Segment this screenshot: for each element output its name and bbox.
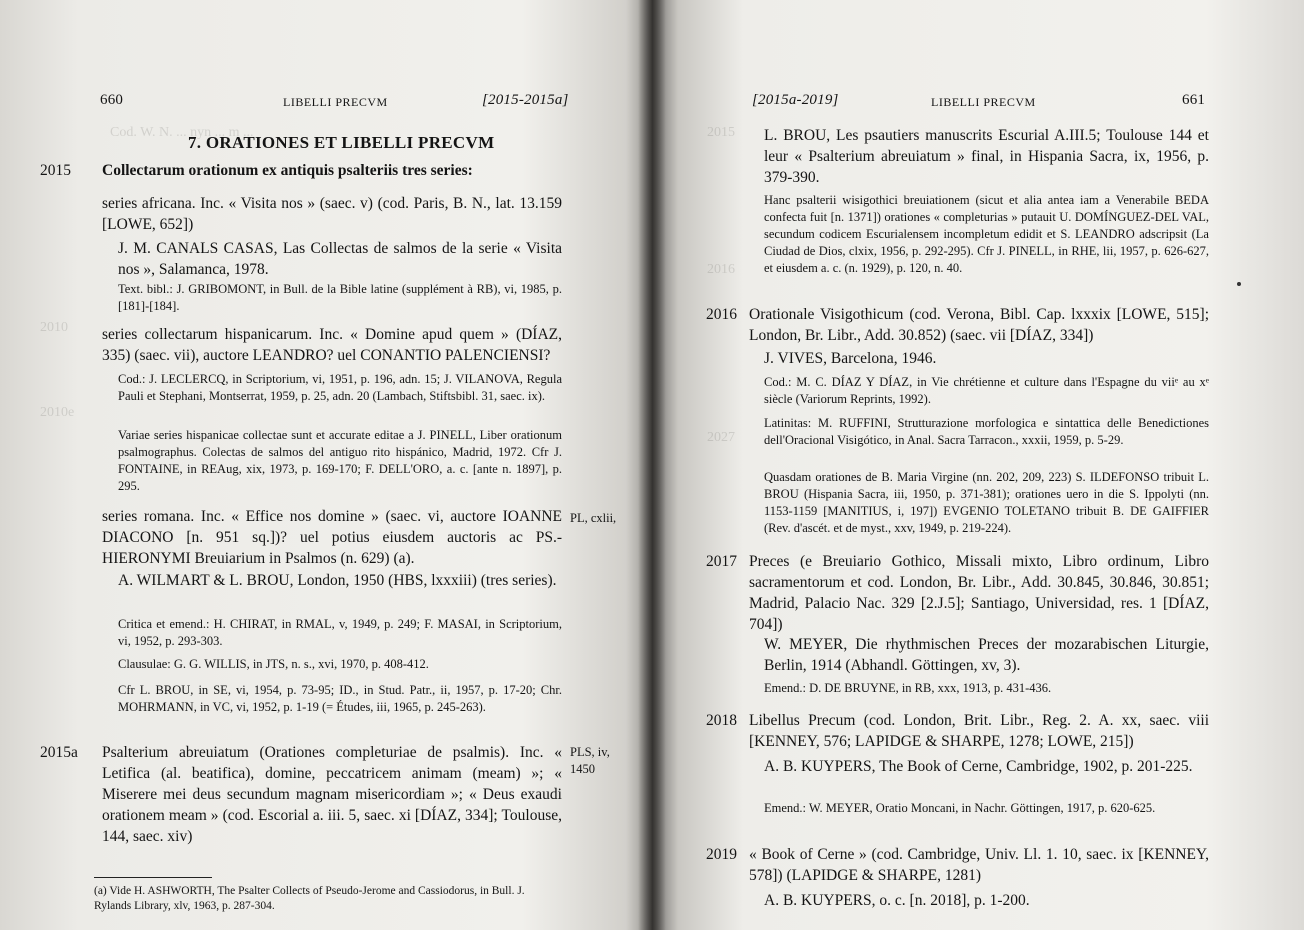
entry-number: 2018: [706, 712, 737, 729]
edition-reference: J. VIVES, Barcelona, 1946.: [764, 350, 937, 367]
bleed-through-number: 2016: [707, 262, 735, 277]
edition-reference: A. B. KUYPERS, The Book of Cerne, Cambridge, 1902, p. 201-225.: [764, 758, 1193, 775]
bleed-through-number: 2015: [707, 125, 735, 140]
edition-reference: W. MEYER, Die rhythmischen Preces der mozarabischen Liturgie, Berlin, 1914 (Abhandl. Göttingen, xv, 3).: [764, 636, 1209, 674]
footnote: (a) Vide H. ASHWORTH, The Psalter Collects of Pseudo-Jerome and Cassiodorus, in Bull. J. Rylands Library, xlv, 1963, p. 287-304.: [94, 885, 525, 912]
codices-note: Cod.: J. LECLERCQ, in Scriptorium, vi, 1951, p. 196, adn. 15; J. VILANOVA, Regula Pauli et Stephani, Montserrat, 1959, p. 25, adn. 20 (Lambach, Stiftsbibl. 31, saec. ix).: [118, 372, 562, 403]
latinitas-note: Latinitas: M. RUFFINI, Strutturazione morfologica e sintattica delle Benedictiones dell'Oracional Visigótico, in Anal. Sacra Tarracon., xxxii, 1959, p. 5-29.: [764, 416, 1209, 447]
book-of-cerne: « Book of Cerne » (cod. Cambridge, Univ. Ll. 1. 10, saec. ix [KENNEY, 578]) (LAPIDGE & SHARPE, 1281): [749, 846, 1209, 884]
preces-entry: Preces (e Breuiario Gothico, Missali mixto, Libro ordinum, Libro sacramentorum et cod. London, Br. Libr., Add. 30.845, 30.846, 30.851; Madrid, Palacio Nac. 329 [2.J.5]; Santiago, Universidad, res. 1 [DÍAZ, 704]): [749, 553, 1209, 633]
series-africana: series africana. Inc. « Visita nos » (saec. v) (cod. Paris, B. N., lat. 13.159 [LOWE, 652]): [102, 195, 562, 233]
series-romana: series romana. Inc. « Effice nos domine » (saec. vi, auctore IOANNE DIACONO [n. 951 sq.])? uel potius eiusdem auctoris ac PS.-HIERONYMI Breuiarium in Psalmos (n. 629) (a).: [102, 508, 562, 567]
page-number: 661: [1182, 92, 1206, 108]
variae-note: Variae series hispanicae collectae sunt et accurate editae a J. PINELL, Liber orationum psalmographus. Colectas de salmos del antiguo rito hispánico, Madrid, 1972. Cfr J. FONTAINE, in REAug, xix, 1973, p. 169-170; F. DELL'ORO, a. c. [ante n. 1897], p. 295.: [118, 428, 562, 493]
entry-number: 2015a: [40, 744, 78, 761]
section-title: 7. ORATIONES ET LIBELLI PRECVM: [188, 133, 495, 152]
page-number: 660: [100, 92, 124, 108]
emend-note: Emend.: W. MEYER, Oratio Moncani, in Nachr. Göttingen, 1917, p. 620-625.: [764, 801, 1156, 815]
breuiatio-note: Hanc psalterii wisigothici breuiationem (sicut et alia antea iam a Venerabile BEDA confecta fuit [n. 1371]) orationes « completurias » putauit U. DOMÍNGUEZ-DEL VAL, secundum codicem Escurialensem incompletum edidit et S. LEANDRO adscripsit (La Ciudad de Dios, clxix, 1956, p. 292-295). Cfr J. PINELL, in RHE, lii, 1957, p. 626-627, et eiusdem a. c. (n. 1929), p. 120, n. 40.: [764, 193, 1209, 275]
codices-note: Cod.: M. C. DÍAZ Y DÍAZ, in Vie chrétienne et culture dans l'Espagne du viiᵉ au xᵉ siècle (Variorum Reprints, 1992).: [764, 375, 1209, 406]
entry-number: 2015: [40, 162, 71, 179]
running-title: LIBELLI PRECVM: [283, 95, 388, 109]
right-page: [652, 0, 1304, 930]
running-title: LIBELLI PRECVM: [931, 95, 1036, 109]
entry-number: 2016: [706, 306, 737, 323]
bleed-through-text: Cod. W. N. ... nyn ... m ...: [110, 125, 254, 140]
clausulae-note: Clausulae: G. G. WILLIS, in JTS, n. s., xvi, 1970, p. 408-412.: [118, 657, 429, 671]
psalterium-abreuiatum: Psalterium abreuiatum (Orationes completuriae de psalmis). Inc. « Letifica (al. beatifica), domine, peccatricem animam (meam) »; « Miserere mei deus secundum magnam misericordiam »; « Deus exaudi orationem meam » (cod. Escorial a. iii. 5, saec. xi [DÍAZ, 334]; Toulouse, 144, saec. xiv): [102, 744, 562, 845]
margin-reference: PL, cxlii,: [570, 511, 617, 525]
entry-number: 2017: [706, 553, 737, 570]
bibliography-note: Text. bibl.: J. GRIBOMONT, in Bull. de la Bible latine (supplément à RB), vi, 1985, p. [181]-[184].: [118, 282, 562, 313]
margin-reference: PLS, iv, 1450: [570, 745, 610, 776]
page-range: [2015a-2019]: [752, 92, 839, 108]
cfr-note: Cfr L. BROU, in SE, vi, 1954, p. 73-95; ID., in Stud. Patr., ii, 1957, p. 17-20; Chr. MOHRMANN, in VC, vi, 1952, p. 1-19 (= Études, iii, 1965, p. 245-263).: [118, 683, 562, 714]
entry-number: 2019: [706, 846, 737, 863]
series-hispanicarum: series collectarum hispanicarum. Inc. « Domine apud quem » (DÍAZ, 335) (saec. vii), auctore LEANDRO? uel CONANTIO PALENCIENSI?: [102, 326, 562, 364]
bleed-through-number: 2010: [40, 320, 68, 335]
critica-note: Critica et emend.: H. CHIRAT, in RMAL, v, 1949, p. 249; F. MASAI, in Scriptorium, vi, 1952, p. 293-303.: [118, 617, 562, 648]
entry-heading: Collectarum orationum ex antiquis psalteriis tres series:: [102, 162, 473, 179]
quasdam-note: Quasdam orationes de B. Maria Virgine (nn. 202, 209, 223) S. ILDEFONSO tribuit L. BROU (Hispania Sacra, iii, 1950, p. 371-381); orationes uero in die S. Ippolyti (nn. 1153-1159 [MANITIUS, i, 197]) EVGENIO TOLETANO tribuit B. DE GAIFFIER (Rev. d'ascét. et de myst., xxv, 1949, p. 219-224).: [764, 470, 1209, 535]
bleed-through-number: 2027: [707, 430, 735, 445]
libellus-precum: Libellus Precum (cod. London, Brit. Libr., Reg. 2. A. xx, saec. viii [KENNEY, 576; LAPIDGE & SHARPE, 1278; LOWE, 215]): [749, 712, 1209, 750]
orationale-visigothicum: Orationale Visigothicum (cod. Verona, Bibl. Cap. lxxxix [LOWE, 515]; London, Br. Libr., Add. 30.852) (saec. vii [DÍAZ, 334]): [749, 306, 1209, 344]
page-range: [2015-2015a]: [482, 92, 569, 108]
edition-reference: J. M. CANALS CASAS, Las Collectas de salmos de la serie « Visita nos », Salamanca, 1978.: [118, 240, 562, 278]
edition-reference: A. B. KUYPERS, o. c. [n. 2018], p. 1-200.: [764, 892, 1030, 909]
book-gutter: [638, 0, 666, 930]
ink-speck: [1237, 282, 1241, 286]
edition-reference: A. WILMART & L. BROU, London, 1950 (HBS, lxxxiii) (tres series).: [118, 572, 557, 589]
emend-note: Emend.: D. DE BRUYNE, in RB, xxx, 1913, p. 431-436.: [764, 681, 1052, 695]
footnote-rule: [94, 877, 212, 878]
continuation-reference: L. BROU, Les psautiers manuscrits Escurial A.III.5; Toulouse 144 et leur « Psalterium abreuiatum » final, in Hispania Sacra, ix, 1956, p. 379-390.: [764, 127, 1209, 186]
bleed-through-number: 2010e: [40, 405, 75, 420]
